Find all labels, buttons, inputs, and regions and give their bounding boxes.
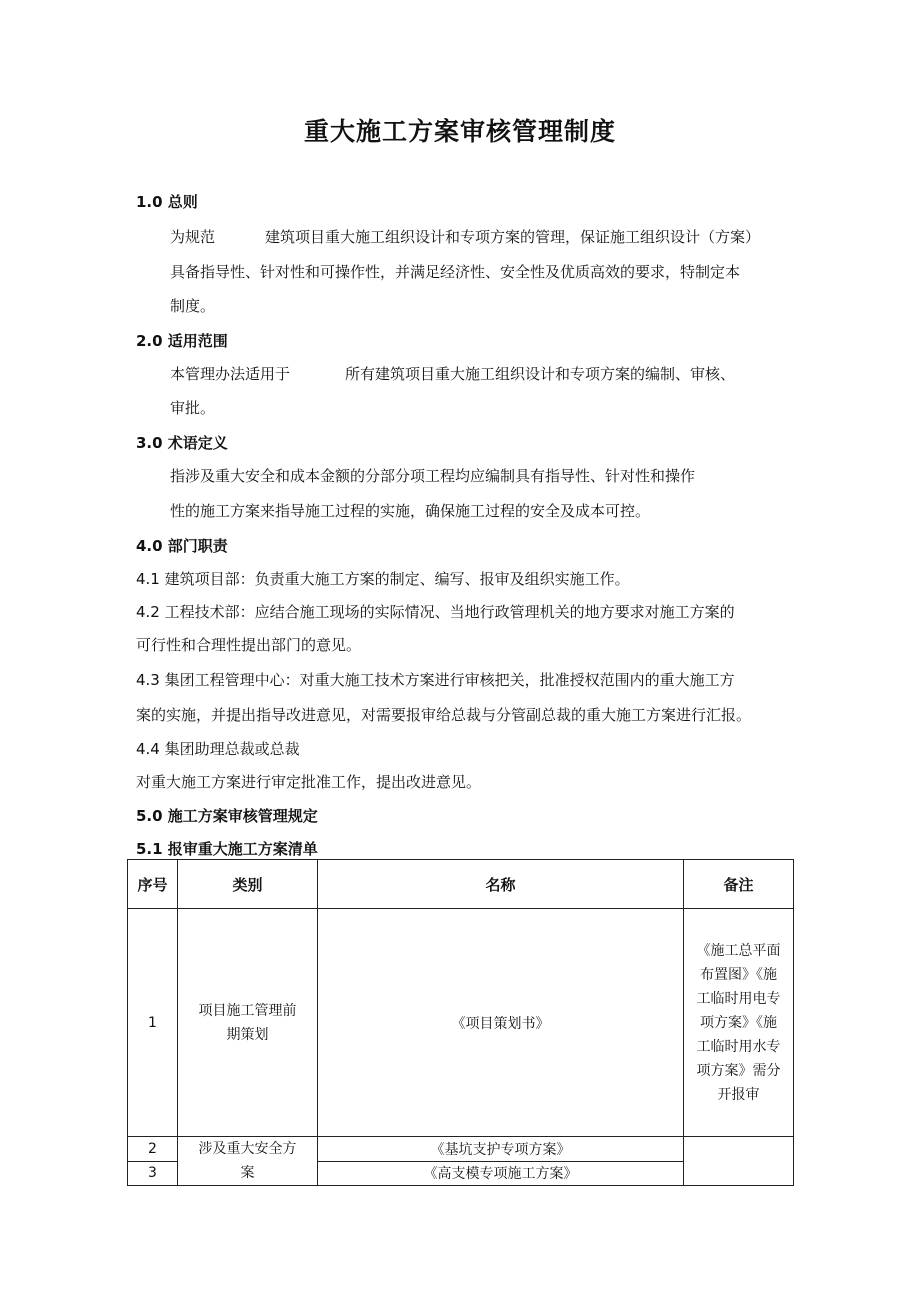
section-1-line-1a: 为规范: [170, 228, 216, 246]
section-1-heading: 1.0 总则: [136, 193, 198, 211]
table-row: [128, 1137, 794, 1162]
cell-name: 《基坑支护专项方案》: [318, 1137, 684, 1162]
cell-no: 2: [128, 1137, 178, 1162]
cell-name: 《项目策划书》: [318, 909, 684, 1137]
cell-category: 项目施工管理前期策划: [178, 909, 318, 1137]
cell-note-empty: [684, 1137, 794, 1186]
para-4-4-line-2: 对重大施工方案进行审定批准工作，提出改进意见。: [136, 773, 482, 791]
section-2-line-1a: 本管理办法适用于: [170, 365, 291, 383]
para-4-2-line-2: 可行性和合理性提出部门的意见。: [136, 636, 362, 654]
cell-name: 《高支模专项施工方案》: [318, 1161, 684, 1186]
para-4-2-line-1: 4.2 工程技术部：应结合施工现场的实际情况、当地行政管理机关的地方要求对施工方案的: [136, 603, 735, 621]
section-2-line-1: [170, 363, 735, 384]
table-header-row: [128, 860, 794, 909]
header-name: 名称: [318, 860, 684, 909]
table-row: [128, 909, 794, 1137]
section-2-line-1b: 所有建筑项目重大施工组织设计和专项方案的编制、审核、: [345, 365, 736, 383]
para-4-3-line-1: 4.3 集团工程管理中心：对重大施工技术方案进行审核把关，批准授权范围内的重大施工方: [136, 671, 735, 689]
cell-no: 3: [128, 1161, 178, 1186]
section-1-line-1b: 建筑项目重大施工组织设计和专项方案的管理，保证施工组织设计（方案）: [265, 228, 761, 246]
section-5-1-heading: 5.1 报审重大施工方案清单: [136, 840, 318, 858]
header-note: 备注: [684, 860, 794, 909]
header-category: 类别: [178, 860, 318, 909]
para-4-3-line-2: 案的实施，并提出指导改进意见，对需要报审给总裁与分管副总裁的重大施工方案进行汇报。: [136, 706, 752, 724]
section-1-line-3: 制度。: [170, 297, 216, 315]
para-4-4-line-1: 4.4 集团助理总裁或总裁: [136, 740, 300, 758]
section-5-heading: 5.0 施工方案审核管理规定: [136, 807, 318, 825]
section-2-heading: 2.0 适用范围: [136, 332, 228, 350]
para-4-1: 4.1 建筑项目部：负责重大施工方案的制定、编写、报审及组织实施工作。: [136, 570, 630, 588]
section-2-line-2: 审批。: [170, 399, 216, 417]
section-4-heading: 4.0 部门职责: [136, 537, 228, 555]
cell-note: 《施工总平面布置图》《施工临时用电专项方案》《施工临时用水专项方案》需分开报审: [684, 909, 794, 1137]
section-3-line-1: 指涉及重大安全和成本金额的分部分项工程均应编制具有指导性、针对性和操作: [170, 467, 696, 485]
plan-list-table: [127, 859, 794, 1186]
section-3-line-2: 性的施工方案来指导施工过程的实施，确保施工过程的安全及成本可控。: [170, 502, 651, 520]
header-no: 序号: [128, 860, 178, 909]
document-title: 重大施工方案审核管理制度: [303, 117, 616, 146]
cell-no: 1: [128, 909, 178, 1137]
section-1-line-2: 具备指导性、针对性和可操作性，并满足经济性、安全性及优质高效的要求，特制定本: [170, 263, 741, 281]
cell-category-group: 涉及重大安全方案: [178, 1137, 318, 1186]
section-1-line-1: [170, 226, 760, 247]
section-3-heading: 3.0 术语定义: [136, 434, 228, 452]
